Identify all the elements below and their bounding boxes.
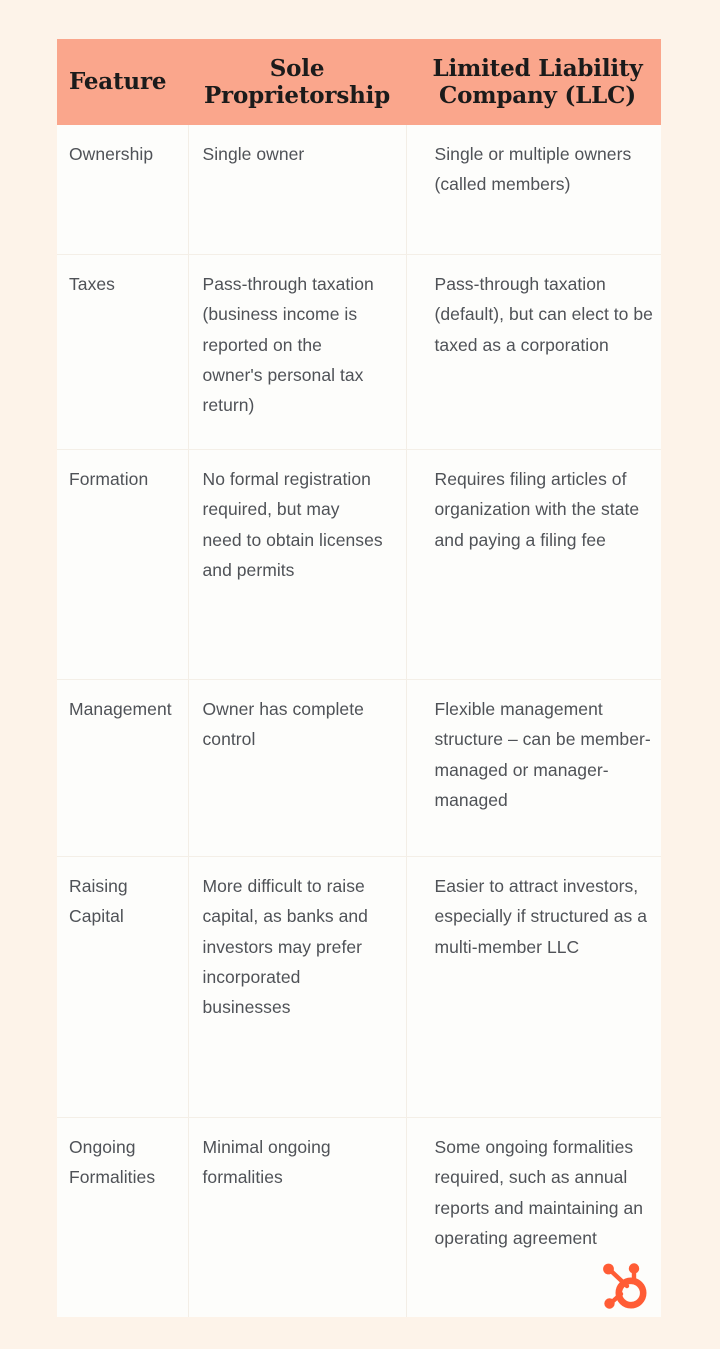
table-header bbox=[57, 39, 661, 125]
cell-feature: Taxes bbox=[57, 255, 188, 450]
table-row bbox=[57, 125, 661, 255]
cell-feature: Ownership bbox=[57, 125, 188, 255]
table-row bbox=[57, 255, 661, 450]
table-row bbox=[57, 450, 661, 680]
table-row bbox=[57, 857, 661, 1118]
cell-llc: Easier to attract investors, especially if structured as a multi-member LLC bbox=[406, 857, 661, 1118]
table-row bbox=[57, 680, 661, 857]
cell-sole-proprietorship: No formal registration required, but may need to obtain licenses and permits bbox=[188, 450, 406, 680]
cell-feature: Management bbox=[57, 680, 188, 857]
column-header-sole-line-1: Sole bbox=[269, 55, 325, 82]
hubspot-sprocket-logo bbox=[596, 1258, 660, 1322]
cell-sole-proprietorship: Minimal ongoing formalities bbox=[188, 1118, 406, 1318]
cell-llc: Requires filing articles of organization with the state and paying a filing fee bbox=[406, 450, 661, 680]
cell-llc: Flexible management structure – can be member-managed or manager-managed bbox=[406, 680, 661, 857]
column-header-llc-line-2: Company (LLC) bbox=[439, 81, 636, 109]
cell-sole-proprietorship: Owner has complete control bbox=[188, 680, 406, 857]
column-header-llc bbox=[406, 39, 661, 125]
column-header-sole-proprietorship bbox=[188, 39, 406, 125]
table-header-row bbox=[57, 39, 661, 125]
table-body bbox=[57, 125, 661, 1317]
cell-feature: Ongoing Formalities bbox=[57, 1118, 188, 1318]
cell-sole-proprietorship: Pass-through taxation (business income is reported on the owner's personal tax return) bbox=[188, 255, 406, 450]
cell-sole-proprietorship: More difficult to raise capital, as banks and investors may prefer incorporated businesses bbox=[188, 857, 406, 1118]
table-row bbox=[57, 1118, 661, 1318]
column-header-llc-line-1: Limited Liability bbox=[432, 55, 643, 82]
cell-llc: Single or multiple owners (called members) bbox=[406, 125, 661, 255]
cell-feature: Formation bbox=[57, 450, 188, 680]
cell-llc: Some ongoing formalities required, such as annual reports and maintaining an operating agreement bbox=[406, 1118, 661, 1318]
cell-sole-proprietorship: Single owner bbox=[188, 125, 406, 255]
cell-llc: Pass-through taxation (default), but can elect to be taxed as a corporation bbox=[406, 255, 661, 450]
column-header-sole-line-2: Proprietorship bbox=[203, 81, 391, 109]
cell-feature: Raising Capital bbox=[57, 857, 188, 1118]
column-header-feature: Feature bbox=[57, 39, 188, 125]
business-structure-comparison-table bbox=[57, 39, 661, 1317]
